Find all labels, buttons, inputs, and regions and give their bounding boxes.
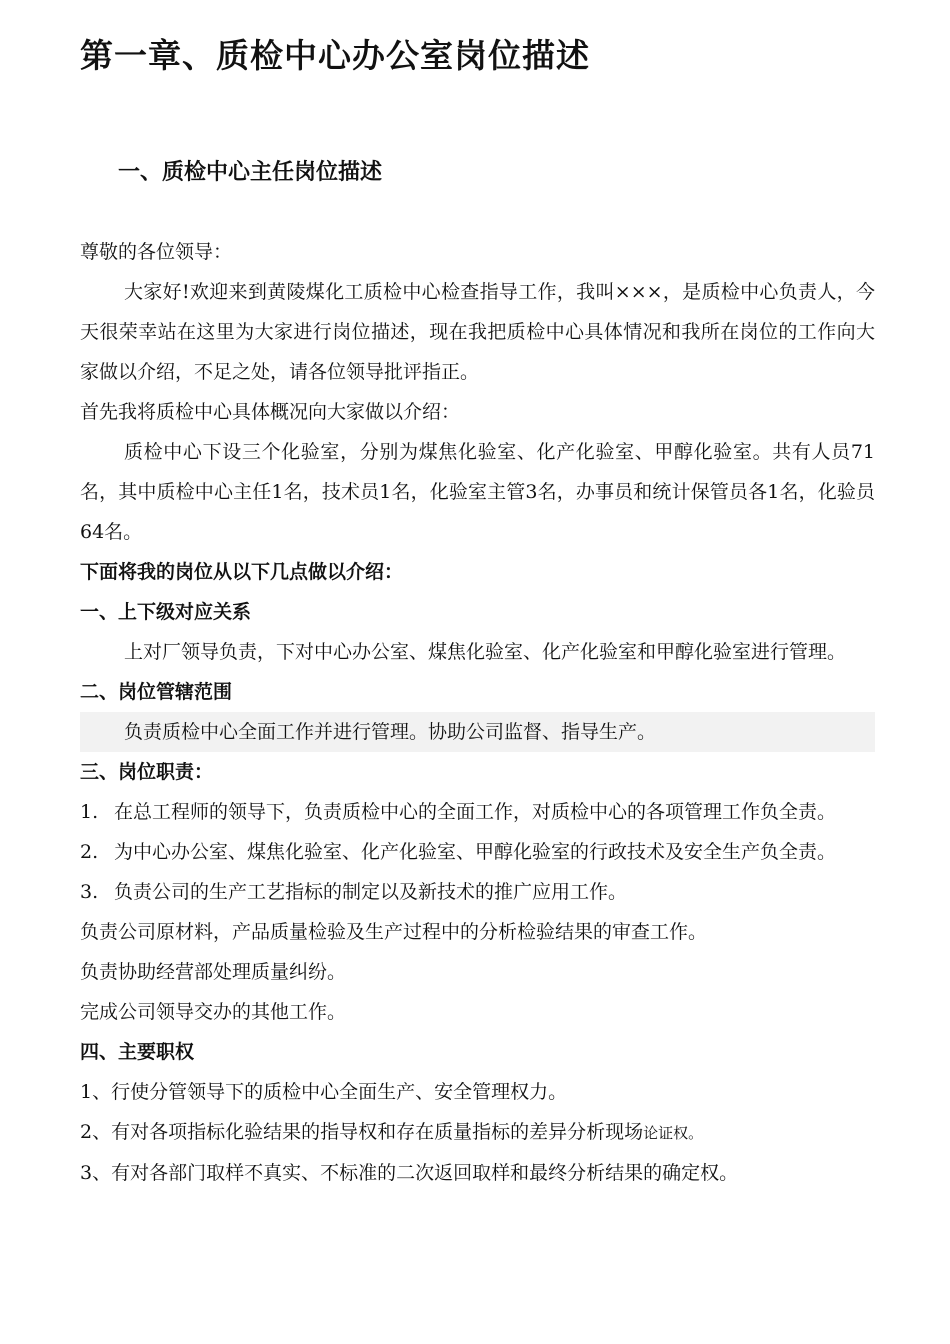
position-lead: 下面将我的岗位从以下几点做以介绍： xyxy=(80,561,404,583)
duty-text: 为中心办公室、煤焦化验室、化产化验室、甲醇化验室的行政技术及安全生产负全责。 xyxy=(114,841,837,863)
document-body xyxy=(80,232,875,1193)
greeting: 尊敬的各位领导： xyxy=(80,241,233,263)
duty-number: 3. xyxy=(80,881,99,903)
duty-extra-line: 负责公司原材料，产品质量检验及生产过程中的分析检验结果的审查工作。 xyxy=(80,921,708,943)
heading-scope: 二、岗位管辖范围 xyxy=(80,681,233,703)
duty-extra-line: 完成公司领导交办的其他工作。 xyxy=(80,1001,347,1023)
intro-paragraph: 大家好!欢迎来到黄陵煤化工质检中心检查指导工作，我叫×××，是质检中心负责人，今天很荣幸站在这里为大家进行岗位描述，现在我把质检中心具体情况和我所在岗位的工作向大家做以介绍，不足之处，请各位领导批评指正。 xyxy=(80,281,875,383)
heading-duties: 三、岗位职责： xyxy=(80,761,214,783)
heading-powers: 四、主要职权 xyxy=(80,1041,195,1063)
section-title: 一、质检中心主任岗位描述 xyxy=(118,160,383,185)
power-line: 3、有对各部门取样不真实、不标准的二次返回取样和最终分析结果的确定权。 xyxy=(80,1162,739,1184)
duty-text: 在总工程师的领导下，负责质检中心的全面工作，对质检中心的各项管理工作负全责。 xyxy=(114,801,837,823)
duty-text: 负责公司的生产工艺指标的制定以及新技术的推广应用工作。 xyxy=(114,881,628,903)
power-line xyxy=(80,1112,875,1153)
duty-item xyxy=(80,832,875,872)
heading-relations: 一、上下级对应关系 xyxy=(80,601,252,623)
power-small-text: 论证权。 xyxy=(643,1124,704,1142)
overview-paragraph: 质检中心下设三个化验室，分别为煤焦化验室、化产化验室、甲醇化验室。共有人员71名，其中质检中心主任1名，技术员1名，化验室主管3名，办事员和统计保管员各1名，化验员64名。 xyxy=(80,441,875,543)
duty-item xyxy=(80,792,875,832)
duty-number: 2. xyxy=(80,841,99,863)
duty-number: 1. xyxy=(80,801,99,823)
duty-item xyxy=(80,872,875,912)
duty-extra-line: 负责协助经营部处理质量纠纷。 xyxy=(80,961,347,983)
scope-paragraph: 负责质检中心全面工作并进行管理。协助公司监督、指导生产。 xyxy=(80,712,875,752)
chapter-title: 第一章、质检中心办公室岗位描述 xyxy=(80,36,590,75)
relations-paragraph: 上对厂领导负责，下对中心办公室、煤焦化验室、化产化验室和甲醇化验室进行管理。 xyxy=(124,641,847,663)
power-line: 1、行使分管领导下的质检中心全面生产、安全管理权力。 xyxy=(80,1081,568,1103)
power-main-text: 2、有对各项指标化验结果的指导权和存在质量指标的差异分析现场 xyxy=(80,1121,644,1143)
overview-lead: 首先我将质检中心具体概况向大家做以介绍： xyxy=(80,401,461,423)
